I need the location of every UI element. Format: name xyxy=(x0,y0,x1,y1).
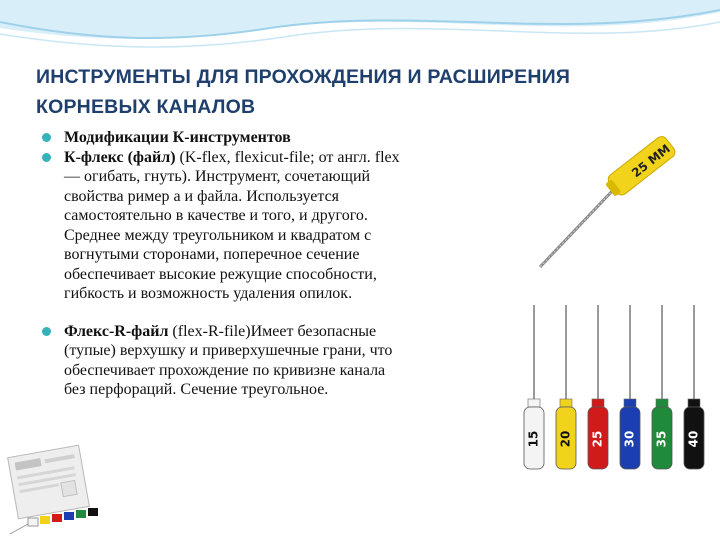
file-size-label: 30 xyxy=(622,430,637,448)
bullet-k-instruments xyxy=(38,128,518,148)
bullet-text-line: — огибать, гнуть). Инструмент, сочетающий xyxy=(64,168,371,185)
bullet-dot-icon xyxy=(42,133,51,142)
file-size-label: 40 xyxy=(686,430,701,448)
bullet-text-line: самостоятельно в качестве и того, и другого. xyxy=(64,207,368,224)
bullet-text: (K-flex, flexicut-file; от англ. flex xyxy=(175,148,400,166)
bullet-text-line: вогнутыми сторонами, поперечное сечение xyxy=(64,246,360,263)
bullet-text-line: Среднее между треугольником и квадратом с xyxy=(64,226,372,244)
top-wave-decoration xyxy=(0,0,720,70)
bullet-text-line: гибкость и возможность удаления опилок. xyxy=(64,285,353,302)
file-package-photo xyxy=(0,440,110,540)
k-flex-file-photo xyxy=(518,115,683,295)
bullet-dot-icon xyxy=(42,327,51,336)
bullet-text: (flex-R-file)Имеет безопасные xyxy=(168,322,377,340)
title-line-1: ИНСТРУМЕНТЫ ДЛЯ ПРОХОЖДЕНИЯ И РАСШИРЕНИЯ xyxy=(36,66,571,88)
bullet-heading: К-флекс (файл) xyxy=(64,148,176,166)
bullet-heading: Флекс-R-файл xyxy=(64,322,169,340)
bullet-text-line: обеспечивает высокие режущие способности, xyxy=(64,265,377,283)
file-size-label: 15 xyxy=(526,430,541,448)
slide-title xyxy=(36,62,696,122)
bullet-list xyxy=(38,128,518,400)
file-size-label: 20 xyxy=(558,430,573,448)
bullet-k-flex xyxy=(38,148,518,304)
bullet-text-line: обеспечивает прохождение по кривизне канала xyxy=(64,361,386,379)
bullet-dot-icon xyxy=(42,153,51,162)
k-file-size-label: 25 MM xyxy=(629,141,673,181)
file-size-label: 25 xyxy=(590,430,605,448)
file-set-photo xyxy=(516,303,716,485)
file-size-label: 35 xyxy=(654,430,669,448)
bullet-text-line: свойства ример а и файла. Используется xyxy=(64,187,340,205)
bullet-text-line: без перфораций. Сечение треугольное. xyxy=(64,381,329,398)
bullet-flex-r-file xyxy=(38,322,518,400)
title-line-2: КОРНЕВЫХ КАНАЛОВ xyxy=(36,96,256,118)
bullet-text-line: (тупые) верхушку и приверхушечные грани, что xyxy=(64,342,393,359)
bullet-heading: Модификации К-инструментов xyxy=(64,129,291,146)
